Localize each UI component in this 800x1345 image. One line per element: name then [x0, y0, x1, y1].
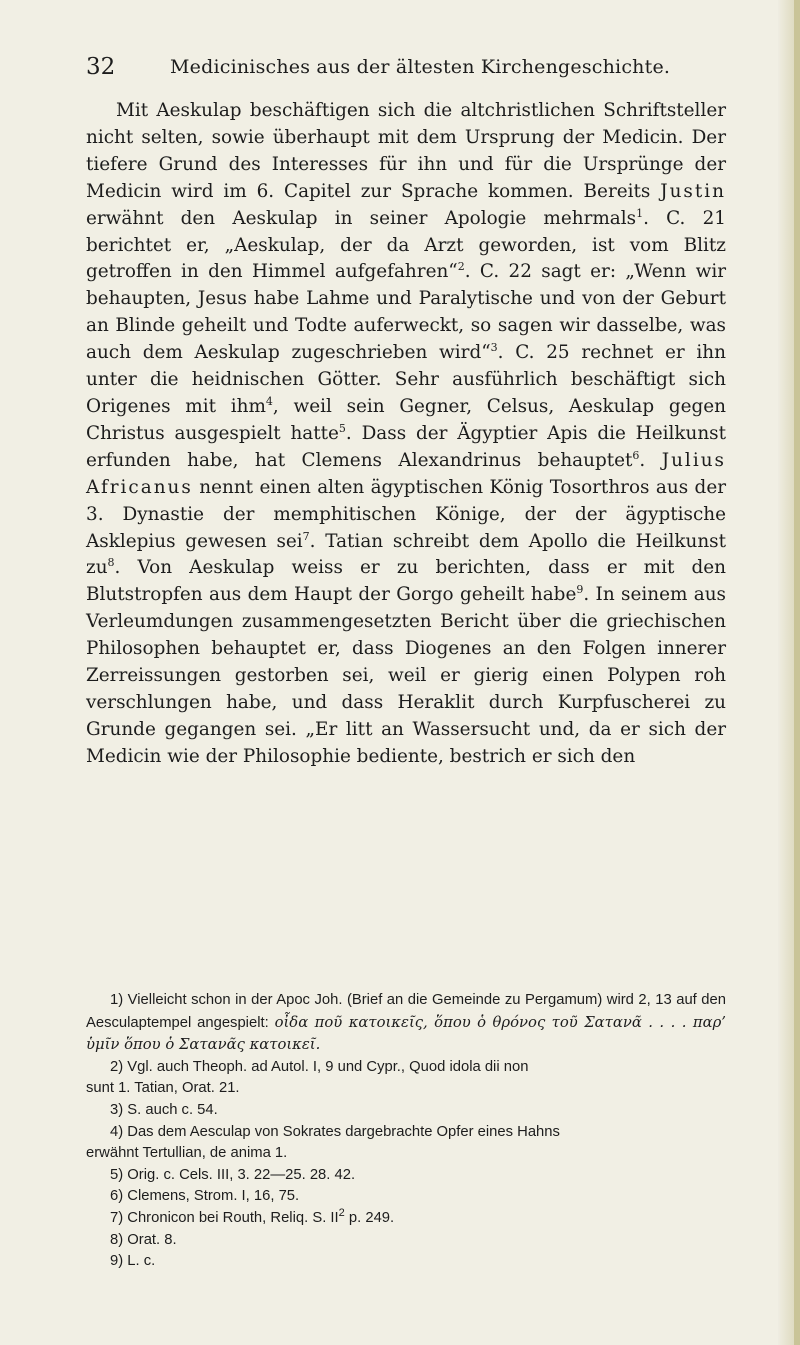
footnotes: [86, 990, 726, 1273]
footnote-2: 2) Vgl. auch Theoph. ad Autol. I, 9 und Cypr., Quod idola dii non: [110, 1058, 529, 1075]
page-edge-binding: [794, 0, 800, 1345]
text-run: .: [639, 449, 662, 471]
footnote-5: 5) Orig. c. Cels. III, 3. 22—25. 28. 42.: [110, 1166, 356, 1183]
footnote-text: 1) Vielleicht schon in der Apoc Joh. (Brief an die Gemeinde zu Pergamum) wird 2, 13 auf den Aesculaptempel angespielt:: [86, 992, 726, 1031]
text-run: . In seinem aus Verleumdungen zusammengesetzten Bericht über die griechischen Philosophen behauptet er, dass Diogenes an den Folgen innerer Zerreissungen gestorben sei, weil er gierig einen Polypen roh verschlungen habe, und dass Heraklit durch Kurpfuscherei zu Grunde gegangen sei. „Er litt an Wassersucht und, da er sich der Medicin wie der Philosophie bediente, bestrich er sich den: [86, 584, 726, 767]
running-title: Medicinisches aus der ältesten Kirchengeschichte.: [170, 56, 671, 78]
main-paragraph: [86, 98, 726, 771]
footnote-ref: 4: [265, 394, 273, 408]
person-name-justin: Justin: [660, 180, 726, 202]
footnote-7: [86, 1208, 726, 1230]
footnote-ref: 7: [302, 529, 310, 543]
page-number: 32: [86, 54, 116, 80]
text-run: nennt einen alten ägyptischen König Tosorthros aus der 3. Dynastie der memphitischen Könige, der der ägyptische Asklepius gewesen sei: [86, 476, 726, 552]
page-header: [86, 52, 726, 82]
footnote-ref: 8: [107, 556, 115, 570]
footnote-4: 4) Das dem Aesculap von Sokrates dargebrachte Opfer eines Hahns: [110, 1123, 560, 1140]
footnote-1: [86, 990, 726, 1057]
text-run: . C. 22 sagt er: „Wenn wir behaupten, Jesus habe Lahme und Paralytische und von der Geburt an Blinde geheilt und Todte auferweckt, so sagen wir dasselbe, was auch dem Aeskulap zugeschrieben wird“: [86, 261, 727, 364]
footnote-ref: 1: [636, 206, 644, 220]
text-run: . C. 25 rechnet er ihn unter die heidnischen Götter. Sehr ausführlich beschäftigt sich Origenes mit ihm: [86, 342, 726, 417]
footnote-4-continued: erwähnt Tertullian, de anima 1.: [86, 1145, 288, 1162]
footnote-2-continued: sunt 1. Tatian, Orat. 21.: [86, 1080, 240, 1097]
person-name-julius: Julius Africanus: [86, 449, 726, 498]
text-run: . Von Aeskulap weiss er zu berichten, dass er mit den Blutstropfen aus dem Haupt der Gorgo geheilt habe: [86, 557, 726, 606]
text-run: Mit Aeskulap beschäftigen sich die altchristlichen Schriftsteller nicht selten, sowie überhaupt mit dem Ursprung der Medicin. Der tiefere Grund des Interesses für ihn und für die Ursprünge der Medicin wird im 6. Capitel zur Sprache kommen. Bereits: [86, 100, 726, 202]
text-run: . C. 21 berichtet er, „Aeskulap, der da Arzt geworden, ist vom Blitz getroffen in den Himmel aufgefahren“: [86, 207, 726, 283]
text-run: . Tatian schreibt dem Apollo die Heilkunst zu: [86, 530, 727, 579]
footnote-3: 3) S. auch c. 54.: [110, 1101, 218, 1118]
footnote-ref: 9: [576, 583, 584, 597]
footnote-9: 9) L. c.: [110, 1253, 156, 1270]
greek-quote: οἶδα ποῦ κατοικεῖς, ὅπου ὁ θρόνος τοῦ Σατανᾶ . . . . παρ’ ὑμῖν ὅπου ὁ Σατανᾶς κατοικεῖ.: [86, 1013, 727, 1054]
text-run: erwähnt den Aeskulap in seiner Apologie mehrmals: [86, 207, 637, 229]
text-run: . Dass der Ägyptier Apis die Heilkunst erfunden habe, hat Clemens Alexandrinus behauptet: [86, 422, 727, 471]
text-run: , weil sein Gegner, Celsus, Aeskulap gegen Christus ausgespielt hatte: [86, 395, 726, 444]
footnote-text: 7) Chronicon bei Routh, Reliq. S. II: [110, 1209, 339, 1226]
footnote-6: 6) Clemens, Strom. I, 16, 75.: [110, 1188, 300, 1205]
footnote-8: 8) Orat. 8.: [110, 1231, 177, 1248]
footnote-ref: 5: [338, 421, 346, 435]
footnote-ref: 6: [632, 448, 640, 462]
footnote-ref: 2: [457, 260, 465, 274]
edition-superscript: 2: [338, 1207, 345, 1220]
footnote-ref: 3: [490, 341, 498, 355]
paragraph: [86, 98, 726, 771]
footnote-text: p. 249.: [344, 1209, 395, 1226]
